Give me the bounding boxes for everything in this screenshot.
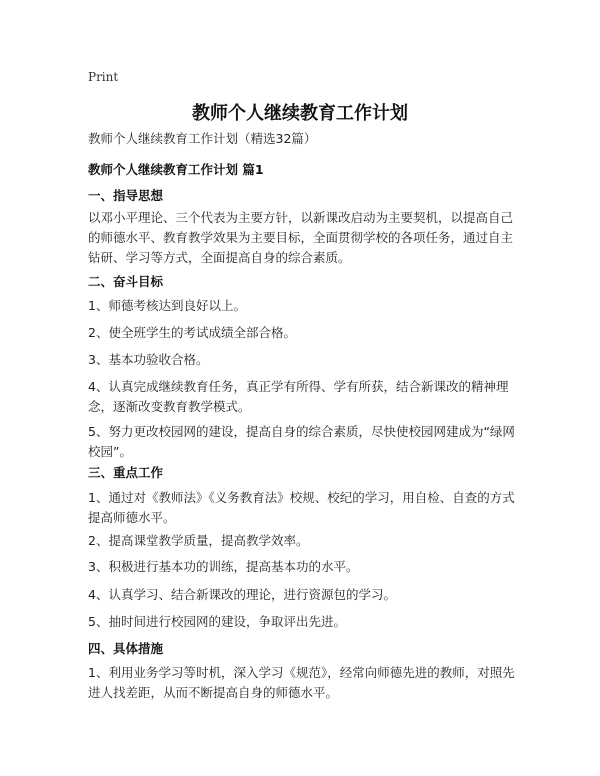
list-item: 3、基本功验收合格。 — [88, 352, 209, 367]
list-item: 5、抽时间进行校园网的建设，争取评出先进。 — [88, 614, 346, 629]
list-item: 4、认真学习、结合新课改的理论，进行资源包的学习。 — [88, 587, 396, 602]
list-item: 1、利用业务学习等时机，深入学习《规范》，经常向师德先进的教师，对照先进人找差距，从而不断提高自身的师德水平。 — [88, 665, 515, 700]
heading-key-work: 三、重点工作 — [88, 465, 164, 480]
heading-measures: 四、具体措施 — [88, 641, 164, 656]
heading-goals: 二、奋斗目标 — [88, 274, 164, 289]
list-item: 1、师德考核达到良好以上。 — [88, 298, 246, 313]
list-item: 2、提高课堂教学质量，提高教学效率。 — [88, 533, 309, 548]
document-subtitle: 教师个人继续教育工作计划（精选32篇） — [88, 131, 317, 146]
list-item: 1、通过对《教师法》《义务教育法》校规、校纪的学习，用自检、自查的方式提高师德水平。 — [88, 490, 515, 525]
list-item: 5、努力更改校园网的建设，提高自身的综合素质，尽快使校园网建成为“绿网校园”。 — [88, 424, 515, 459]
section-title: 教师个人继续教育工作计划 篇1 — [88, 162, 264, 177]
document-title: 教师个人继续教育工作计划 — [192, 103, 408, 124]
list-item: 3、积极进行基本功的训练，提高基本功的水平。 — [88, 559, 359, 574]
print-label[interactable]: Print — [88, 70, 119, 84]
paragraph-guiding-ideology: 以邓小平理论、三个代表为主要方针，以新课改启动为主要契机，以提高自己的师德水平、教育教学效果为主要目标，全面贯彻学校的各项任务，通过自主钻研、学习等方式，全面提高自身的综合素质。 — [88, 210, 514, 265]
heading-guiding-ideology: 一、指导思想 — [88, 188, 164, 203]
list-item: 4、认真完成继续教育任务，真正学有所得、学有所获，结合新课改的精神理念，逐渐改变教育教学模式。 — [88, 379, 509, 414]
list-item: 2、使全班学生的考试成绩全部合格。 — [88, 325, 296, 340]
